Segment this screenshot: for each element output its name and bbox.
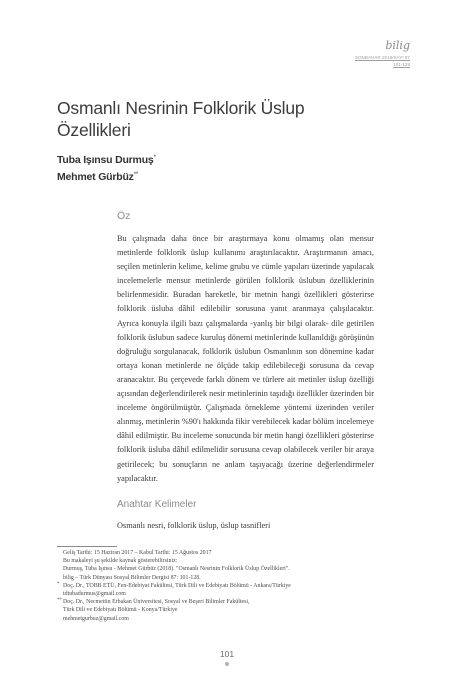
footnote-line: bilig – Türk Dünyası Sosyal Bilimler Dergisi 87: 101-128.	[63, 574, 201, 581]
footnote-line: Türk Dili ve Edebiyatı Bölümü - Konya/Türkiye	[63, 607, 178, 614]
journal-name: bilig	[385, 39, 410, 52]
footnotes	[57, 549, 387, 623]
footnote-line: Durmuş, Tuba Işınsu - Mehmet Gürbüz (2018). "Osmanlı Nesrinin Folklorik Üslup Özellikleri".	[63, 566, 290, 573]
author	[57, 151, 156, 168]
journal-issue-line: SONBAHAR 2018/SAYI 87	[354, 55, 410, 60]
footnote-mark: **	[57, 598, 62, 604]
author-name: Tuba Işınsu Durmuş	[57, 154, 154, 166]
author	[57, 168, 156, 185]
footnote-line: Geliş Tarihi: 15 Haziran 2017 – Kabul Tarihi: 15 Ağustos 2017	[63, 550, 212, 556]
abstract-text: Bu çalışmada daha önce bir araştırmaya konu olmamış olan mensur metinlerde folklorik üslup kullanımı araştırılacaktır. Araştırmanın amacı, seçilen metinlerin kelime, kelime grubu ve cümle yapıları üzerinde yapılacak incelemelerle mensur metinlerde görülen folklorik üslubun özelliklerinin belirlenmesidir. Buradan hareketle, bir metnin hangi özellikleri gösterirse folklorik üsluba dâhil edilebilir sorusuna yanıt aranmaya çalışılacaktır. Ayrıca konuyla ilgili bazı çalışmalarda -yanlış bir bilgi olarak- dile getirilen folklorik üslubun sadece kuruluş dönemi metinlerinde kullanıldığı görüşünün doğruluğu sorgulanacak, folklorik üslubun Osmanlının son dönemine kadar ortaya konan metinlerde ne ölçüde takip edilebileceği sorusuna da cevap aranacaktır. Bu çerçevede farklı dönem ve türlere ait metinler üslup özelliği açısından değerlendirilerek nesir metinlerinin taşıdığı özellikler üzerinden bir inceleme öngörülmüştür. Çalışmada örnekleme yöntemi üzerinden veriler alınmış, metinlerin %90'ı hakkında fikir verebilecek kadar bölüm incelemeye dâhil edilmiştir. Bu inceleme sonucunda bir metin hangi özellikleri gösterirse folklorik üsluba dâhil edilmelidir sorusuna cevap olabilecek veriler bir araya getirilecek; bu sonuçların ne anlam taşıyacağı üzerine değerlendirmeler yapılacaktır.	[117, 234, 374, 483]
journal-issue	[355, 55, 410, 68]
footnote-email[interactable]: mehmetgurbuz@gmail.com	[63, 615, 129, 622]
page-number: 101	[219, 649, 235, 659]
author-list	[57, 151, 156, 185]
keywords-text: Osmanlı nesri, folklorik üslup, üslup tasnifleri	[117, 521, 271, 530]
footnote-divider	[57, 546, 117, 547]
footnote-line: Bu makaleyi şu şekilde kaynak gösterebilirsiniz:	[63, 558, 178, 565]
journal-issue-line: 101-128	[393, 61, 410, 67]
article-title: Osmanlı Nesrinin Folklorik Üslup Özellikleri	[57, 98, 305, 140]
footnote-author-1	[57, 582, 387, 598]
footnote-mark: *	[57, 581, 60, 587]
author-footnote-mark: *	[153, 155, 156, 161]
footnote-line: Doç. Dr., TOBB ETÜ, Fen-Edebiyat Fakültesi, Türk Dili ve Edebiyatı Bölümü - Ankara/Türkiye	[63, 582, 291, 589]
footnote-author-2	[57, 598, 387, 623]
keywords-heading: Anahtar Kelimeler	[117, 499, 197, 510]
page-dot-ornament	[225, 662, 229, 666]
author-name: Mehmet Gürbüz	[57, 171, 134, 183]
abstract-heading: Öz	[117, 210, 131, 222]
footnote-article-info	[57, 549, 387, 582]
journal-header	[355, 40, 410, 68]
footnote-email[interactable]: tdtubadurmus@gmail.com	[63, 591, 126, 598]
author-footnote-mark: **	[133, 172, 139, 178]
footnote-line: Doç. Dr., Necmettin Erbakan Üniversitesi, Sosyal ve Beşeri Bilimler Fakültesi,	[63, 599, 250, 606]
